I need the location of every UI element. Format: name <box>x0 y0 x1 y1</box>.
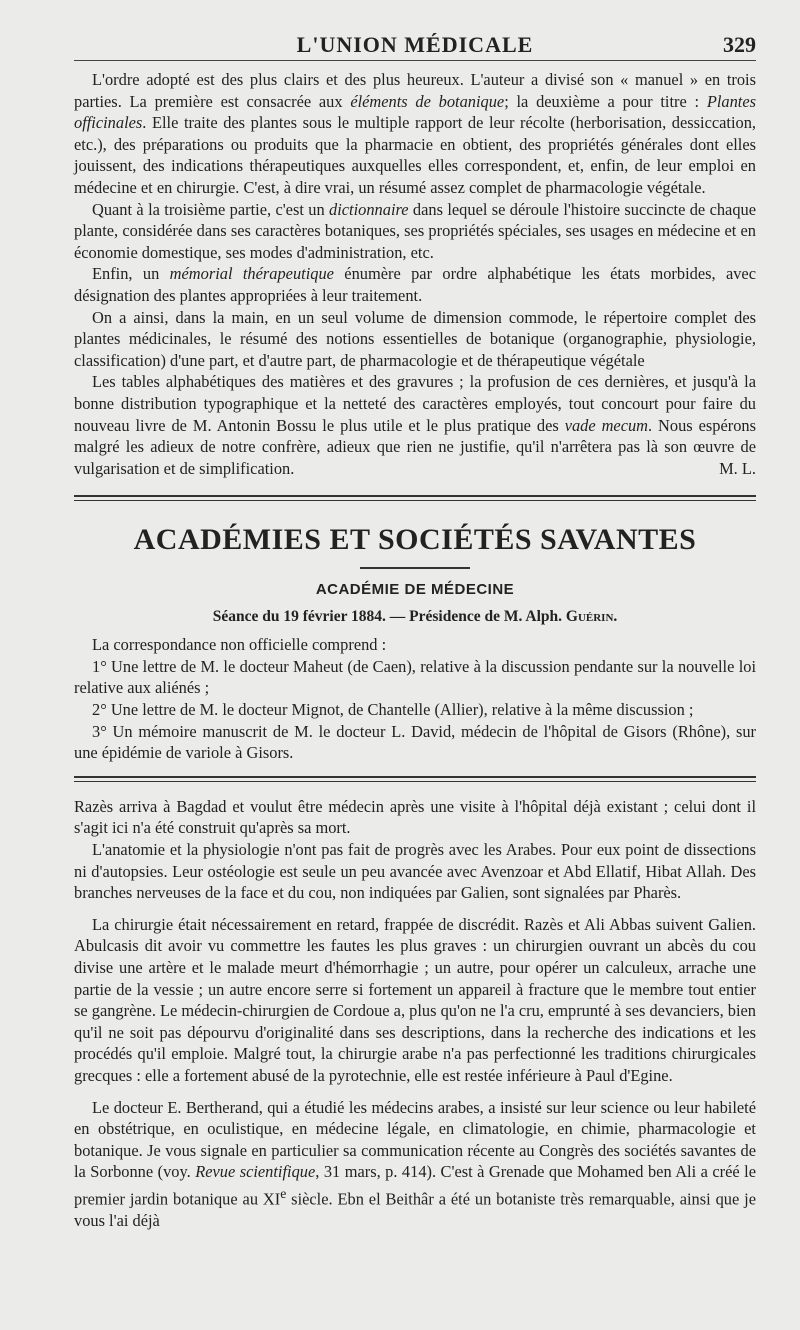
correspondence-intro: La correspondance non officielle comprend : <box>92 635 387 655</box>
review-paragraph-4: On a ainsi, dans la main, en un seul volume de dimension commode, le répertoire complet des plantes médicinales, le résumé des notions essentielles de botanique (organographie, physiologie, classification) d'une part, et d'autre part, de pharmacologie et de thérapeutique végétale <box>74 307 756 370</box>
session-line: Séance du 19 février 1884. — Présidence de M. Alph. Guérin. <box>212 608 618 626</box>
review-paragraph-1: L'ordre adopté est des plus clairs et des plus heureux. L'auteur a divisé son « manuel » en trois parties. La première est consacrée aux éléments de botanique; la deuxième a pour titre : Plantes officinales. Elle traite des plantes sous le multiple rapport de leur récolte (herborisation, dessiccation, etc.), des préparations ou produits que la pharmacie en obtient, des propriétés générales dont elles jouissent, des indications thérapeutiques auxquelles elles correspondent, et, enfin, de leur emploi en médecine et en chirurgie. C'est, à dire vrai, un résumé assez complet de pharmacologie végétale. <box>74 70 756 197</box>
feuilleton-paragraph-3: La chirurgie était nécessairement en retard, frappée de discrédit. Razès et Ali Abbas suivent Galien. Abulcasis dit avoir vu commettre les fautes les plus graves : un chirurgien ouvrant un abcès du cou divise une artère et le malade meurt d'hémorrhagie ; un autre, pour opérer un calculeux, arrache une partie de la vessie ; un autre encore serre si fortement un appareil à fracture que le membre tout entier se gangrène. Le médecin-chirurgien de Cordoue a, plus qu'on ne l'a cru, emprunté à ses devanciers, bien qu'il ne soit pas dépourvu d'originalité dans ses descriptions, dans la recherche des indications et les procédés qu'il emploie. Malgré tout, la chirurgie arabe n'a pas perfectionné les traditions chirurgicales grecques : elle a fortement abusé de la pyrotechnie, elle est restée inférieure à Paul d'Egine. <box>74 914 756 1085</box>
section-double-rule <box>74 495 756 501</box>
section-subtitle: ACADÉMIE DE MÉDECINE <box>315 581 515 599</box>
review-signature: M. L. <box>719 458 756 478</box>
correspondence-item-1: 1° Une lettre de M. le docteur Maheut (de Caen), relative à la discussion pendante sur la nouvelle loi relative aux aliénés ; <box>74 656 756 698</box>
journal-title: L'UNION MÉDICALE <box>296 32 534 57</box>
section-title: ACADÉMIES ET SOCIÉTÉS SAVANTES <box>133 523 697 557</box>
correspondence-item-2: 2° Une lettre de M. le docteur Mignot, de Chantelle (Allier), relative à la même discussion ; <box>92 700 694 720</box>
feuilleton-paragraph-4: Le docteur E. Bertherand, qui a étudié les médecins arabes, a insisté sur leur science ou leur habileté en obstétrique, en oculistique, en médecine légale, en climatologie, en chimie, pharmacologie et botanique. Je vous signale en particulier sa communication récente au Congrès des sociétés savantes de la Sorbonne (voy. Revue scientifique, 31 mars, p. 414). C'est à Grenade que Mohamed ben Ali a créé le premier jardin botanique au XIe siècle. Ebn el Beithâr a été un botaniste très remarquable, ainsi que je vous l'ai déjà <box>74 1097 756 1230</box>
page-number: 329 <box>723 32 756 57</box>
review-paragraph-2: Quant à la troisième partie, c'est un dictionnaire dans lequel se déroule l'histoire succincte de chaque plante, considérée dans ses caractères botaniques, ses propriétés spéciales, ses usages en médecine et en économie domestique, ses modes d'administration, etc. <box>74 199 756 262</box>
review-paragraph-5: Les tables alphabétiques des matières et des gravures ; la profusion de ces dernières, et jusqu'à la bonne distribution typographique et la netteté des caractères employés, tout concourt pour faire du nouveau livre de M. Antonin Bossu le plus utile et le plus pratique des vade mecum. Nous espérons malgré les adieux de notre confrère, adieux que rien ne justifie, qu'il n'arrêtera pas là son œuvre de vulgarisation et de simplification. <box>74 372 756 478</box>
review-paragraph-3: Enfin, un mémorial thérapeutique énumère par ordre alphabétique les états morbides, avec désignation des plantes appropriées à leur traitement. <box>74 264 756 305</box>
running-header <box>74 26 756 60</box>
feuilleton-paragraph-2: L'anatomie et la physiologie n'ont pas fait de progrès avec les Arabes. Pour eux point de dissections ni d'autopsies. Leur ostéologie est seule un peu avancée avec Avenzoar et Abd Ellatif, Hibat Allah. Des branches nerveuses de la face et du cou, non indiquées par Galien, sont signalées par Pharès. <box>74 840 756 903</box>
section-short-rule <box>360 567 470 569</box>
correspondence-item-3: 3° Un mémoire manuscrit de M. le docteur L. David, médecin de l'hôpital de Gisors (Rhône), sur une épidémie de variole à Gisors. <box>74 721 756 763</box>
feuilleton-paragraph-1: Razès arriva à Bagdad et voulut être médecin après une visite à l'hôpital déjà existant ; celui dont il s'agit ici n'a été construit qu'après sa mort. <box>74 796 756 838</box>
